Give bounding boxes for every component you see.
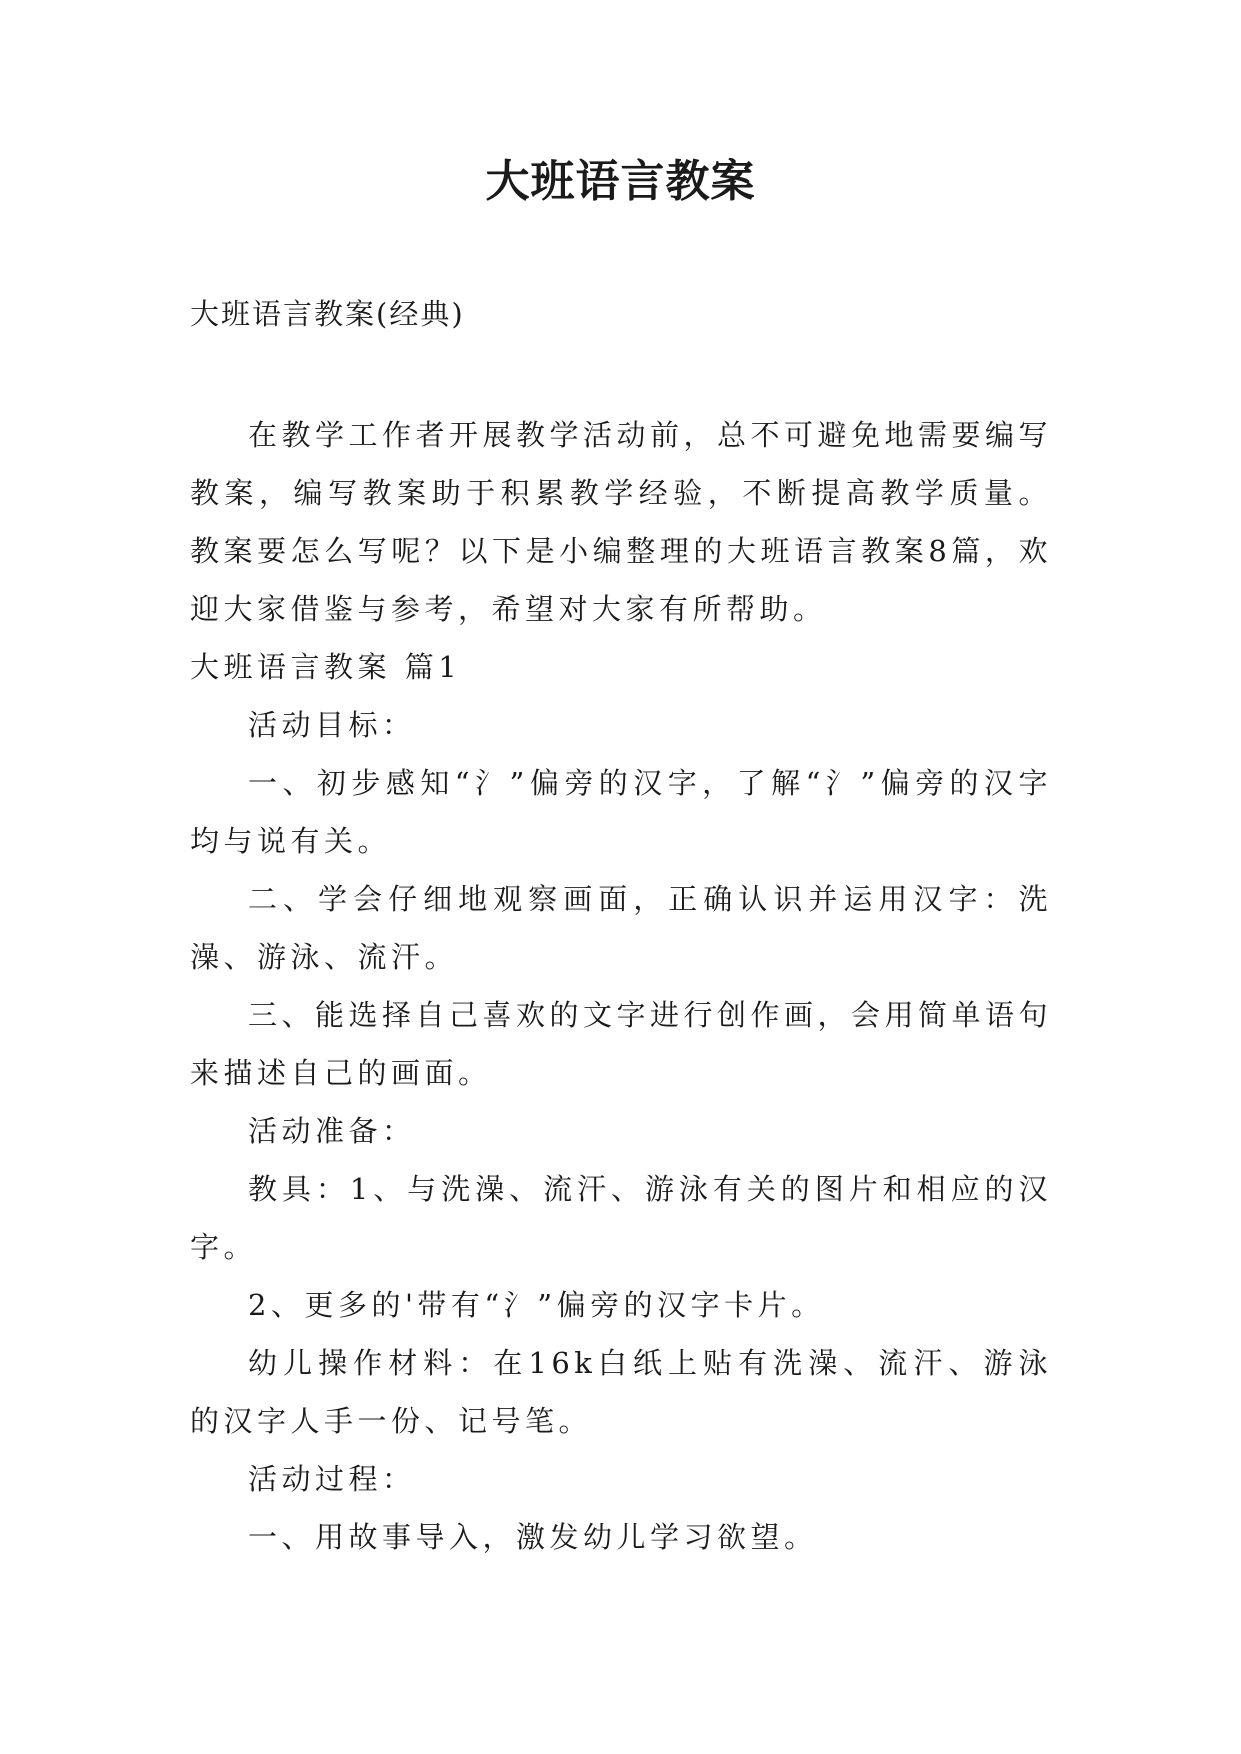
document-body (190, 406, 1052, 1566)
paragraph-prep-2: 2、更多的'带有“氵”偏旁的汉字卡片。 (248, 1288, 825, 1322)
paragraph-process-label: 活动过程： (248, 1462, 416, 1496)
paragraph-materials: 幼儿操作材料：在16k白纸上贴有洗澡、流汗、游泳的汉字人手一份、记号笔。 (190, 1346, 1052, 1438)
paragraph-process-1: 一、用故事导入，激发幼儿学习欲望。 (248, 1520, 818, 1554)
paragraph-prep-1: 教具：1、与洗澡、流汗、游泳有关的图片和相应的汉字。 (190, 1172, 1052, 1264)
paragraph-prep-label: 活动准备： (248, 1114, 416, 1148)
section-heading: 大班语言教案 篇1 (190, 650, 462, 684)
paragraph-goal-2: 二、学会仔细地观察画面，正确认识并运用汉字：洗澡、游泳、流汗。 (190, 882, 1052, 974)
paragraph-intro: 在教学工作者开展教学活动前，总不可避免地需要编写教案，编写教案助于积累教学经验，不断提高教学质量。教案要怎么写呢？以下是小编整理的大班语言教案8篇，欢迎大家借鉴与参考，希望对大家有所帮助。 (190, 418, 1053, 626)
paragraph-goal-1: 一、初步感知“氵”偏旁的汉字，了解“氵”偏旁的汉字均与说有关。 (190, 766, 1052, 858)
paragraph-goals-label: 活动目标： (248, 708, 416, 742)
paragraph-goal-3: 三、能选择自己喜欢的文字进行创作画，会用简单语句来描述自己的画面。 (190, 998, 1053, 1090)
document-subtitle: 大班语言教案(经典) (190, 297, 465, 331)
document-title: 大班语言教案 (485, 156, 756, 207)
